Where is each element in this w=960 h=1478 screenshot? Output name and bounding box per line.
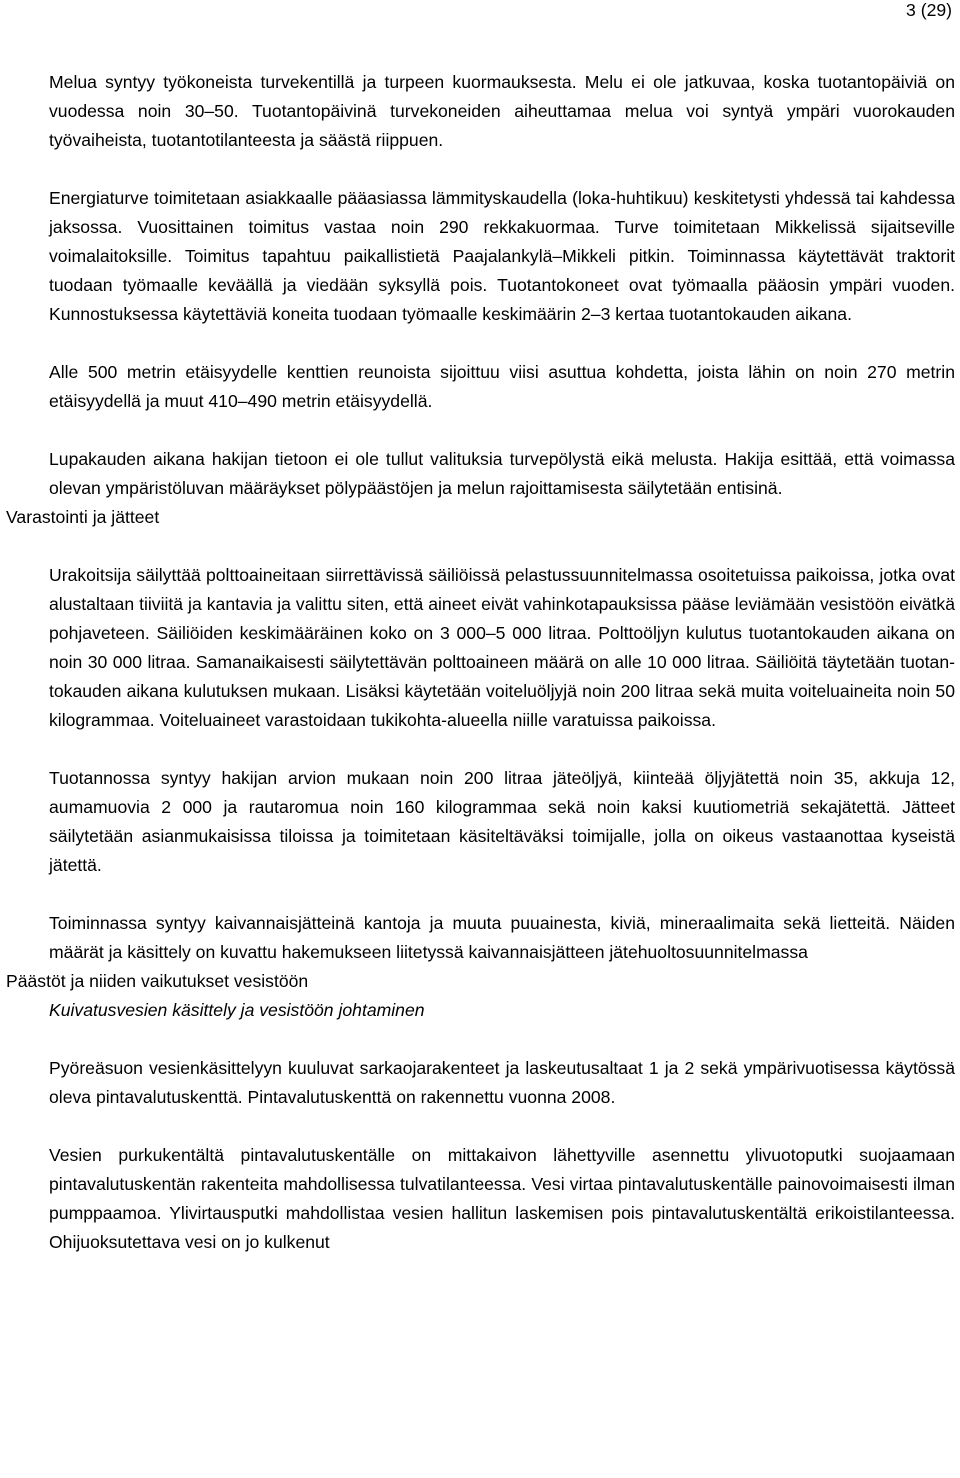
paragraph-extractive-waste: Toiminnassa syntyy kaivannaisjätteinä kantoja ja muuta puuainesta, kiviä, mineraalimaita sekä lietteitä. Näiden määrät ja käsittely on kuvattu hakemukseen liitetyssä kaivannaisjätteen jätehuoltosuunnitelmassa — [49, 913, 955, 962]
paragraph-delivery: Energiaturve toimitetaan asiakkaalle pääasiassa lämmityskaudella (loka-huhtikuu) keskitetysti yhdessä tai kahdessa jaksossa. Vuosittainen toimitus vastaa noin 290 rekkakuormaa. Turve toimitetaan Mikkelissä sijaitseville voimalaitoksille. Toimitus tapahtuu paikallistietä Paajalankylä–Mikkeli pitkin. Toiminnassa käytettävät traktorit tuodaan työmaalle keväällä ja viedään syksyllä pois. Tuotantokoneet ovat työmaalla pääosin ympäri vuoden. Kunnostuksessa käytettäviä koneita tuodaan työmaalle keskimäärin 2–3 kertaa tuotantokauden aikana. — [49, 188, 955, 324]
paragraph-fuel-storage: Urakoitsija säilyttää polttoaineitaan siirrettävissä säiliöissä pelastussuunnitelmassa osoitetuissa paikoissa, jotka ovat alustaltaan tiiviitä ja kantavia ja valittu siten, että aineet eivät vahinkotapauksissa pääse leviämään vesistöön eivätkä pohjaveteen. Säiliöiden keskimääräinen koko on 3 000–5 000 litraa. Polttoöljyn kulutus tuotantokauden aikana on noin 30 000 litraa. Samanaikaisesti säilytettävän polttoaineen määrä on alle 10 000 litraa. Säiliöitä täytetään tuotantokauden aikana kulutuksen mukaan. Lisäksi käytetään voiteluöljyjä noin 200 litraa sekä muita voiteluaineita noin 50 kilogrammaa. Voiteluaineet varastoidaan tukikohta-alueella niille varatuissa paikoissa. — [49, 565, 955, 730]
page-number: 3 (29) — [906, 0, 952, 20]
paragraph-residences: Alle 500 metrin etäisyydelle kenttien reunoista sijoittuu viisi asuttua kohdetta, joista lähin on noin 270 metrin etäisyydellä ja muut 410–490 metrin etäisyydellä. — [49, 362, 955, 411]
paragraph-complaints: Lupakauden aikana hakijan tietoon ei ole tullut valituksia turvepölystä eikä melusta. Hakija esittää, että voimassa olevan ympäristöluvan määräykset pölypäästöjen ja melun rajoittamisesta säilytetään entisinä. — [49, 449, 955, 498]
paragraph-overflow-pipe: Vesien purkukentältä pintavalutuskentälle on mittakaivon lähettyville asennettu ylivuotoputki suojaamaan pintavalutuskentän rakenteita mahdollisessa tulvatilanteessa. Vesi virtaa pintavalutuskentälle painovoimaisesti ilman pumppaamoa. Ylivirtausputki mahdollistaa vesien hallitun laskemisen pois pintavalutuskentältä erikoistilanteessa. Ohijuoksutettava vesi on jo kulkenut — [49, 1145, 955, 1252]
subheading-drainage: Kuivatusvesien käsittely ja vesistöön johtaminen — [49, 1000, 425, 1020]
heading-storage-waste: Varastointi ja jätteet — [6, 507, 160, 527]
document-body — [0, 68, 960, 1257]
paragraph-waste: Tuotannossa syntyy hakijan arvion mukaan noin 200 litraa jäteöljyä, kiinteää öljyjätettä noin 35, akkuja 12, aumamuovia 2 000 ja rautaromua noin 160 kilogrammaa sekä noin kaksi kuutiometriä sekajätettä. Jätteet säilytetään asianmukaisissa tiloissa ja toimitetaan käsiteltäväksi toimijalle, jolla on oikeus vastaanottaa kyseistä jätettä. — [49, 768, 955, 875]
heading-emissions: Päästöt ja niiden vaikutukset vesistöön — [6, 971, 309, 991]
paragraph-noise: Melua syntyy työkoneista turvekentillä ja turpeen kuormauksesta. Melu ei ole jatkuvaa, koska tuotantopäiviä on vuodessa noin 30–50. Tuotantopäivinä turvekoneiden aiheuttamaa melua voi syntyä ympäri vuorokauden työvaiheista, tuotantotilanteesta ja säästä riippuen. — [49, 72, 955, 150]
paragraph-water-treatment: Pyöreäsuon vesienkäsittelyyn kuuluvat sarkaojarakenteet ja laskeutusaltaat 1 ja 2 sekä ympärivuotisessa käytössä oleva pintavalutuskenttä. Pintavalutuskenttä on rakennettu vuonna 2008. — [49, 1058, 955, 1107]
